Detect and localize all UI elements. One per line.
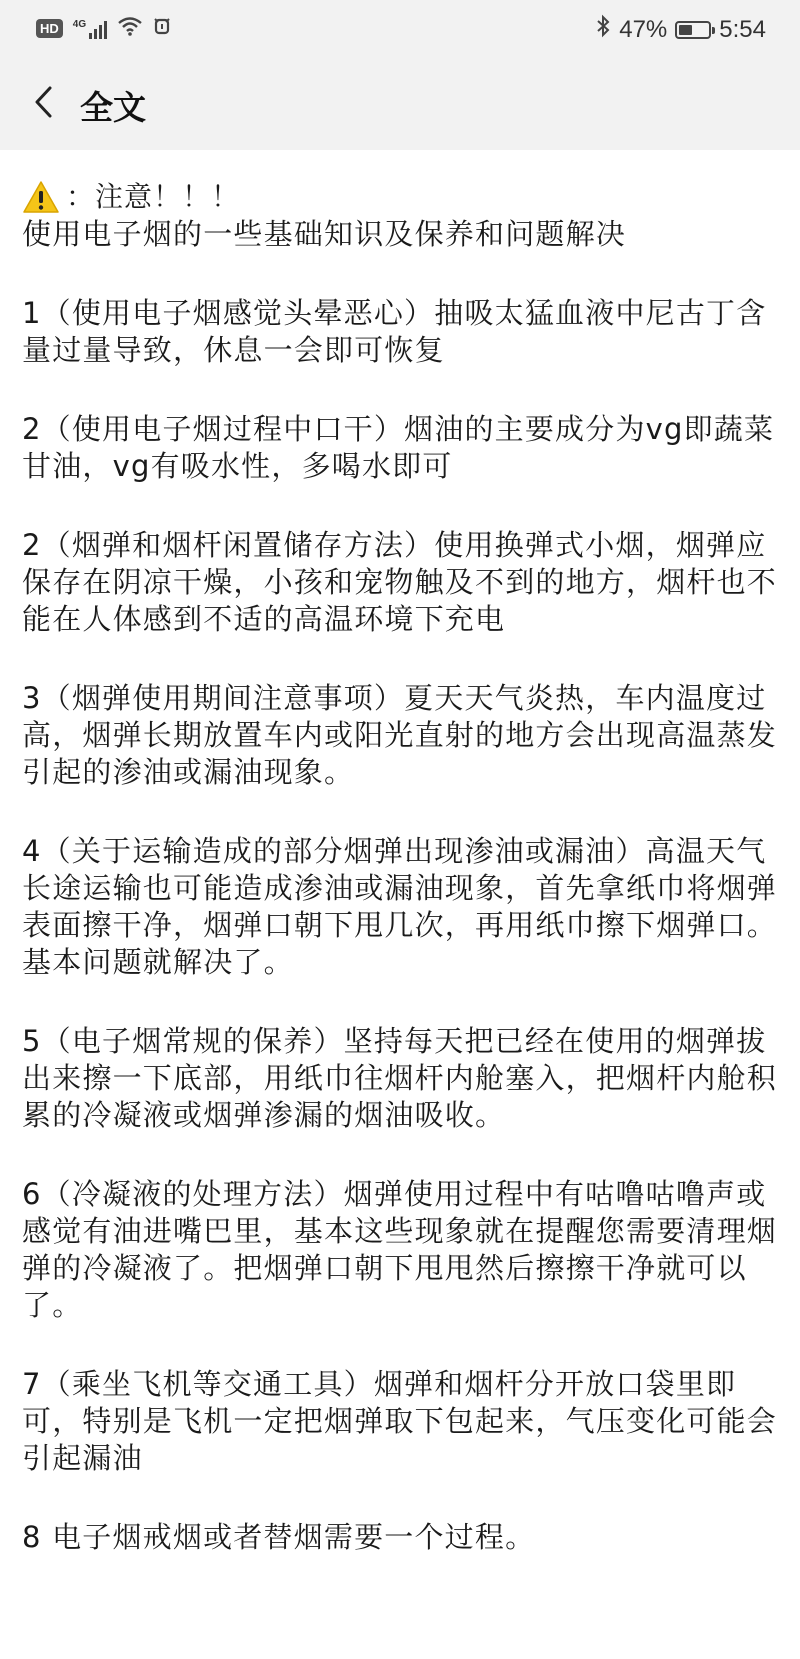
status-right: [595, 14, 766, 45]
battery-percent: 47%: [619, 15, 668, 43]
paragraph: 8 电子烟戒烟或者替烟需要一个过程。: [22, 1520, 536, 1554]
status-left: [36, 16, 171, 41]
page-title: 全文: [80, 88, 146, 127]
back-button[interactable]: [22, 80, 66, 124]
wifi-icon: [117, 16, 143, 41]
notice-text: ：注意！！！: [66, 180, 241, 213]
article-content: [22, 178, 782, 1556]
network-type: 4G: [72, 18, 87, 30]
clock: 5:54: [719, 15, 766, 43]
paragraph: 7（乘坐飞机等交通工具）烟弹和烟杆分开放口袋里即可，特别是飞机一定把烟弹取下包起来，气压变化可能会引起漏油: [22, 1367, 778, 1475]
warning-icon: [22, 180, 60, 214]
paragraph: 2（使用电子烟过程中口干）烟油的主要成分为vg即蔬菜甘油，vg有吸水性，多喝水即可: [22, 412, 775, 483]
paragraph: 5（电子烟常规的保养）坚持每天把已经在使用的烟弹拔出来擦一下底部，用纸巾往烟杆内舱塞入，把烟杆内舱积累的冷凝液或烟弹渗漏的烟油吸收。: [22, 1024, 778, 1132]
notice-line: [22, 178, 782, 216]
intro-text: 使用电子烟的一些基础知识及保养和问题解决: [22, 217, 627, 251]
battery-level-fill: [679, 25, 692, 35]
notification-icon: [153, 16, 171, 41]
paragraph: 4（关于运输造成的部分烟弹出现渗油或漏油）高温天气长途运输也可能造成渗油或漏油现象，首先拿纸巾将烟弹表面擦干净，烟弹口朝下甩几次，再用纸巾擦下烟弹口。基本问题就解决了。: [22, 834, 778, 979]
hd-badge: HD: [36, 19, 63, 38]
back-arrow-icon: [32, 85, 56, 119]
bluetooth-icon: [595, 14, 611, 45]
status-bar: [0, 0, 800, 60]
cellular-signal-icon: [73, 19, 107, 39]
paragraph: 6（冷凝液的处理方法）烟弹使用过程中有咕噜咕噜声或感觉有油进嘴巴里，基本这些现象就在提醒您需要清理烟弹的冷凝液了。把烟弹口朝下甩甩然后擦擦干净就可以了。: [22, 1177, 778, 1322]
nav-bar: [0, 60, 800, 150]
battery-icon: [675, 21, 711, 39]
paragraph: 2（烟弹和烟杆闲置储存方法）使用换弹式小烟，烟弹应保存在阴凉干燥，小孩和宠物触及不到的地方，烟杆也不能在人体感到不适的高温环境下充电: [22, 528, 778, 636]
paragraph: 1（使用电子烟感觉头晕恶心）抽吸太猛血液中尼古丁含量过量导致，休息一会即可恢复: [22, 296, 767, 367]
paragraph: 3（烟弹使用期间注意事项）夏天天气炎热，车内温度过高，烟弹长期放置车内或阳光直射的地方会出现高温蒸发引起的渗油或漏油现象。: [22, 681, 778, 789]
